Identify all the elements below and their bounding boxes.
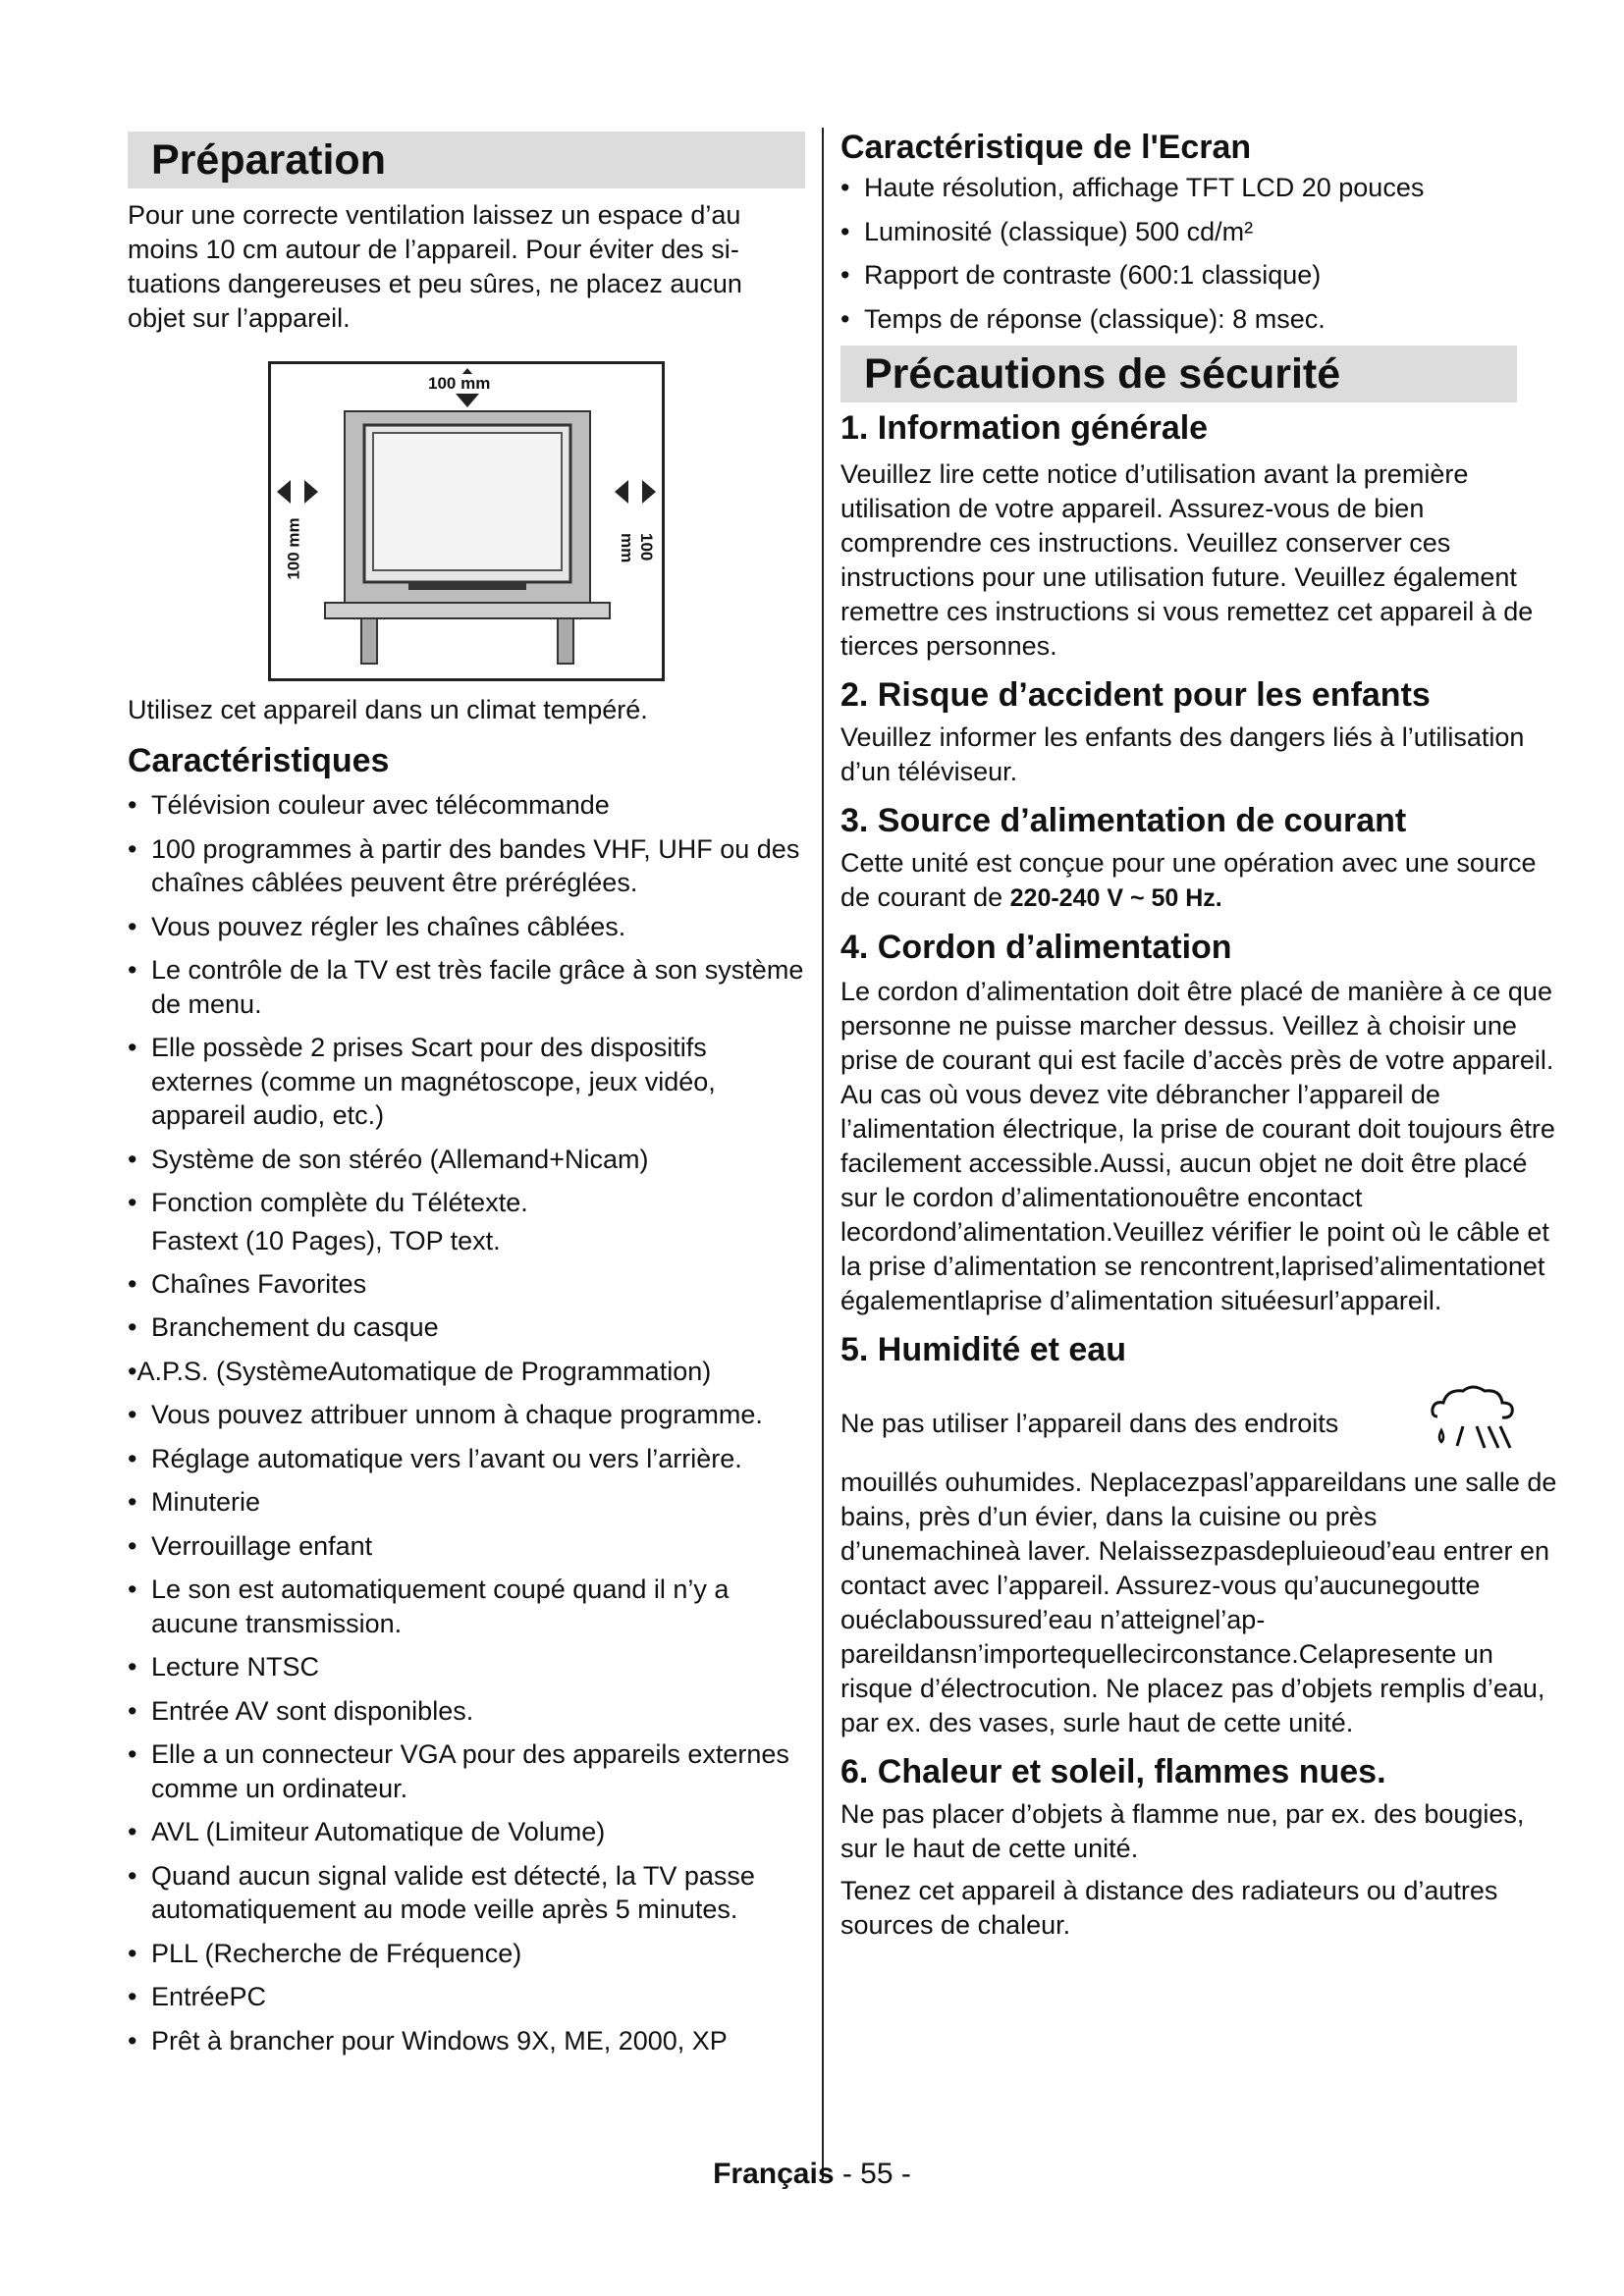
list-item: • Haute résolution, affichage TFT LCD 20 pouces bbox=[840, 173, 1425, 202]
left-column bbox=[128, 126, 805, 2067]
section-2-title: 2. Risque d’accident pour les enfants bbox=[840, 676, 1431, 714]
list-item: • EntréePC bbox=[128, 1982, 267, 2011]
list-item: • AVL (Limiteur Automatique de Volume) bbox=[128, 1817, 606, 1846]
column-divider bbox=[822, 128, 824, 2179]
climate-text: Utilisez cet appareil dans un climat tempéré. bbox=[128, 695, 648, 724]
list-item: • Minuterie bbox=[128, 1487, 261, 1517]
section-5-text-b: mouillés ouhumides. Neplacezpasl’appareildans une salle de bains, près d’un évier, dans la cuisine ou près d’unemachineà laver. Nelaissezpasdepluieoud’eau entrer en contact avec l’appareil. Assurez-vous qu’aucunegoutte ouéclaboussured’eau n’atteignel’appareildansn’importequellecirconstance.Celapresente un risque d’électrocution. Ne placez pas d’objets remplis d’eau, par ex. des vases, surle haut de cette unité. bbox=[840, 1468, 1557, 1737]
list-item: • Elle a un connecteur VGA pour des appareils externes comme un ordinateur. bbox=[128, 1739, 789, 1803]
list-item: • Le son est automatiquement coupé quand il n’y a aucune transmission. bbox=[128, 1575, 730, 1638]
tv-clearance-diagram bbox=[271, 364, 662, 678]
list-item: •A.P.S. (SystèmeAutomatique de Programmation) bbox=[128, 1356, 712, 1386]
list-item: • Entrée AV sont disponibles. bbox=[128, 1695, 474, 1726]
teletext-continuation: Fastext (10 Pages), TOP text. bbox=[151, 1225, 501, 1255]
list-item: • Lecture NTSC bbox=[128, 1652, 320, 1682]
screen-heading: Caractéristique de l'Ecran bbox=[840, 129, 1252, 166]
section-3-title: 3. Source d’alimentation de courant bbox=[840, 802, 1407, 839]
section-5-text-a: Ne pas utiliser l’appareil dans des endroits bbox=[840, 1409, 1339, 1438]
features-list-2 bbox=[128, 1267, 805, 2058]
list-item: • Vous pouvez attribuer unnom à chaque programme. bbox=[128, 1400, 763, 1429]
list-item: • Quand aucun signal valide est détecté, la TV passe automatiquement au mode veille après 5 minutes. bbox=[128, 1860, 755, 1924]
list-item: • Le contrôle de la TV est très facile grâce à son système de menu. bbox=[128, 955, 804, 1019]
right-column bbox=[840, 126, 1562, 1943]
section-4-text: Le cordon d’alimentation doit être placé de manière à ce que personne ne puisse marcher dessus. Veillez à choisir une prise de courant qui est facile d’accès près de votre appareil. Au cas où vous devez vite débrancher l’appareil de l’alimentation électrique, la prise de courant doit toujours être facilement accessible.Aussi, aucun objet ne doit être placé sur le cordon d’alimentationouêtre encontact lecordond’alimentation.Veuillez vérifier le point où le câble et la prise d’alimentation se rencontrent,laprised’alimentationet égalementlaprise d’alimentation situéesurl’appareil. bbox=[840, 977, 1555, 1315]
footer-page-number: - 55 - bbox=[841, 2158, 911, 2190]
screen-list bbox=[840, 171, 1562, 336]
section-3-text: Cette unité est conçue pour une opération avec une source de courant de 220-240 V ~ 50 Hz. bbox=[840, 848, 1537, 912]
preparation-heading: Préparation bbox=[128, 132, 805, 188]
preparation-text: Pour une correcte ventilation laissez un espace d’au moins 10 cm autour de l’appareil. Pour éviter des situations dangereuses et peu sûres, ne placez aucun objet sur l’appareil. bbox=[128, 200, 742, 333]
list-item: • Elle possède 2 prises Scart pour des dispositifs externes (comme un magnétoscope, jeux vidéo, appareil audio, etc.) bbox=[128, 1033, 716, 1130]
section-2-text: Veuillez informer les enfants des dangers liés à l’utilisation d’un téléviseur. bbox=[840, 722, 1525, 786]
list-item: • Système de son stéréo (Allemand+Nicam) bbox=[128, 1144, 649, 1174]
section-6-text-2: Tenez cet appareil à distance des radiateurs ou d’autres sources de chaleur. bbox=[840, 1876, 1498, 1940]
features-list bbox=[128, 788, 805, 1220]
clearance-label-left: 100 mm bbox=[284, 517, 303, 580]
section-4-title: 4. Cordon d’alimentation bbox=[840, 929, 1232, 966]
list-item: • Fonction complète du Télétexte. bbox=[128, 1188, 528, 1217]
rain-cloud-icon bbox=[1428, 1381, 1518, 1454]
list-item: • Verrouillage enfant bbox=[128, 1530, 373, 1561]
list-item: • Rapport de contraste (600:1 classique) bbox=[840, 260, 1322, 290]
voltage-spec: 220-240 V ~ 50 Hz. bbox=[1009, 884, 1222, 912]
section-6-text-1: Ne pas placer d’objets à flamme nue, par ex. des bougies, sur le haut de cette unité. bbox=[840, 1799, 1525, 1863]
clearance-label-right: 100 mm bbox=[618, 533, 656, 563]
section-5-title: 5. Humidité et eau bbox=[840, 1331, 1126, 1368]
features-heading: Caractéristiques bbox=[128, 742, 390, 779]
section-1-text: Veuillez lire cette notice d’utilisation avant la première utilisation de votre appareil. Assurez-vous de bien comprendre ces instructions. Veuillez conserver ces instructions pour une utilisation future. Veuillez également remettre ces instructions si vous remettez cet appareil à de tierces personnes. bbox=[840, 459, 1534, 661]
list-item: • Chaînes Favorites bbox=[128, 1268, 367, 1299]
list-item: • Temps de réponse (classique): 8 msec. bbox=[840, 303, 1326, 334]
section-6-title: 6. Chaleur et soleil, flammes nues. bbox=[840, 1753, 1386, 1790]
list-item: • Branchement du casque bbox=[128, 1312, 439, 1342]
list-item: • PLL (Recherche de Fréquence) bbox=[128, 1938, 522, 1968]
list-item: • Vous pouvez régler les chaînes câblées. bbox=[128, 911, 626, 941]
ventilation-figure bbox=[268, 361, 665, 681]
footer-language: Français bbox=[713, 2158, 835, 2190]
clearance-label-top: 100 mm bbox=[428, 374, 491, 393]
list-item: • 100 programmes à partir des bandes VHF, UHF ou des chaînes câblées peuvent être préréglées. bbox=[128, 833, 800, 897]
page-footer bbox=[0, 2158, 1624, 2191]
section-1-title: 1. Information générale bbox=[840, 409, 1209, 447]
list-item: • Télévision couleur avec télécommande bbox=[128, 790, 610, 820]
list-item: • Réglage automatique vers l’avant ou vers l’arrière. bbox=[128, 1443, 742, 1473]
list-item: • Prêt à brancher pour Windows 9X, ME, 2000, XP bbox=[128, 2025, 728, 2056]
list-item: • Luminosité (classique) 500 cd/m² bbox=[840, 216, 1254, 246]
safety-heading: Précautions de sécurité bbox=[840, 346, 1517, 402]
section-5-intro bbox=[840, 1371, 1562, 1452]
